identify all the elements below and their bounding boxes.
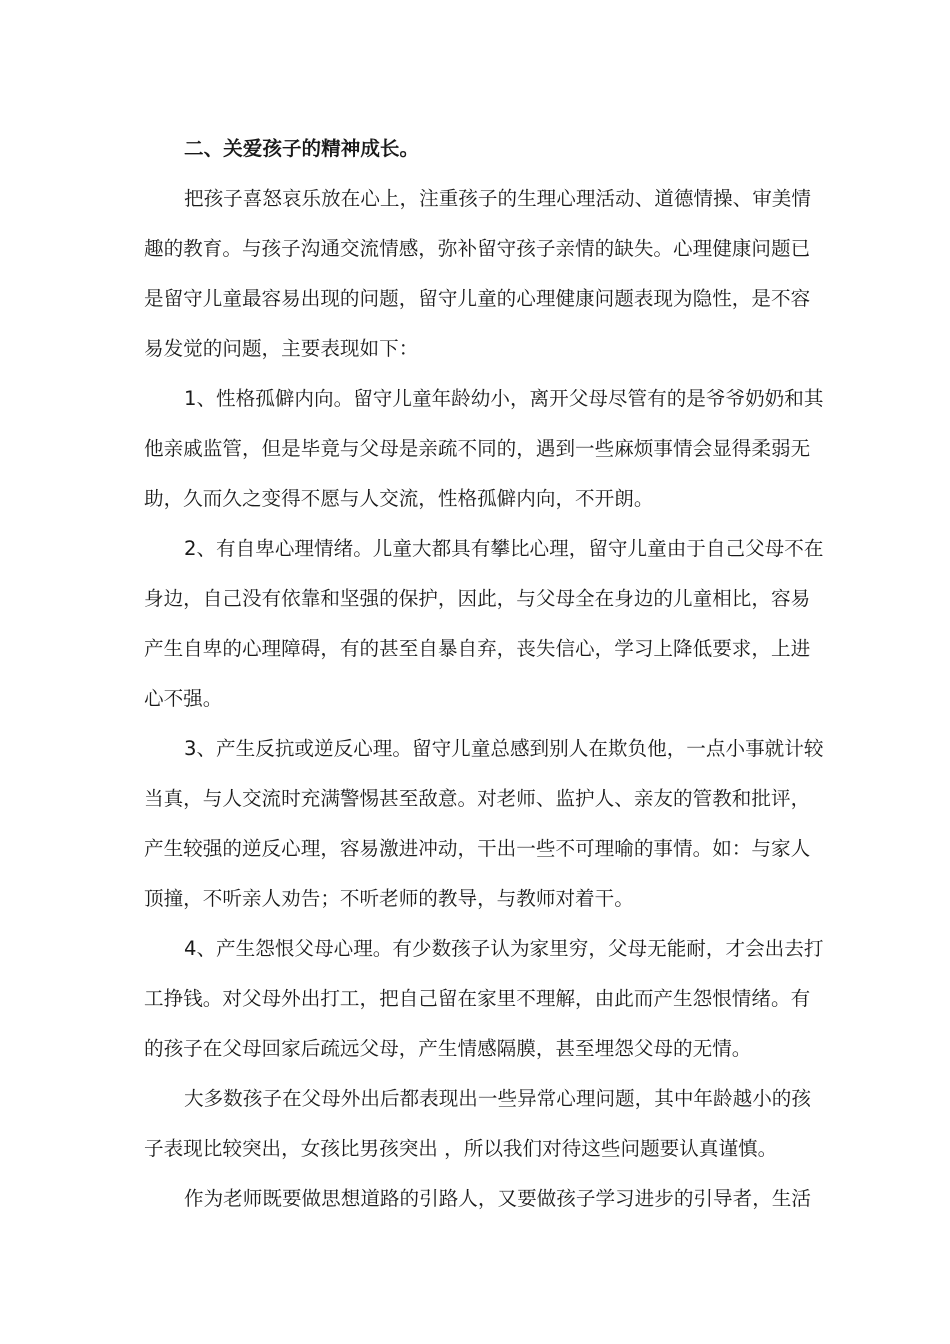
paragraph	[144, 374, 824, 524]
text-line: 2、有自卑心理情绪。儿童大都具有攀比心理，留守儿童由于自己父母不在	[184, 537, 824, 560]
text-line: 工挣钱。对父母外出打工，把自己留在家里不理解，由此而产生怨恨情绪。有	[144, 987, 811, 1010]
text-line: 3、产生反抗或逆反心理。留守儿童总感到别人在欺负他，一点小事就计较	[184, 737, 824, 760]
text-line: 身边，自己没有依靠和坚强的保护，因此，与父母全在身边的儿童相比，容易	[144, 587, 811, 610]
text-line: 4、产生怨恨父母心理。有少数孩子认为家里穷，父母无能耐，才会出去打	[184, 937, 824, 960]
paragraph	[144, 1174, 811, 1224]
text-line: 1、性格孤僻内向。留守儿童年龄幼小，离开父母尽管有的是爷爷奶奶和其	[184, 387, 824, 410]
text-line: 是留守儿童最容易出现的问题，留守儿童的心理健康问题表现为隐性，是不容	[144, 287, 811, 310]
text-line: 顶撞，不听亲人劝告；不听老师的教导，与教师对着干。	[144, 887, 634, 910]
text-line: 大多数孩子在父母外出后都表现出一些异常心理问题，其中年龄越小的孩	[184, 1087, 811, 1110]
paragraph	[144, 924, 824, 1074]
text-line: 作为老师既要做思想道路的引路人，又要做孩子学习进步的引导者，生活	[184, 1187, 811, 1210]
paragraph	[144, 724, 824, 924]
text-line: 的孩子在父母回家后疏远父母，产生情感隔膜，甚至埋怨父母的无情。	[144, 1037, 752, 1060]
text-line: 趣的教育。与孩子沟通交流情感，弥补留守孩子亲情的缺失。心理健康问题已	[144, 237, 811, 260]
text-line: 产生自卑的心理障碍，有的甚至自暴自弃，丧失信心，学习上降低要求，上进	[144, 637, 811, 660]
paragraph	[144, 174, 811, 374]
section-heading: 二、关爱孩子的精神成长。	[184, 137, 420, 160]
text-line: 易发觉的问题，主要表现如下：	[144, 337, 419, 360]
document-body	[144, 174, 824, 1224]
text-line: 当真，与人交流时充满警惕甚至敌意。对老师、监护人、亲友的管教和批评，	[144, 787, 811, 810]
document-page	[144, 124, 824, 1224]
text-line: 产生较强的逆反心理，容易激进冲动，干出一些不可理喻的事情。如：与家人	[144, 837, 811, 860]
paragraph	[144, 1074, 811, 1174]
text-line: 心不强。	[144, 687, 223, 710]
paragraph	[144, 524, 824, 724]
text-line: 把孩子喜怒哀乐放在心上，注重孩子的生理心理活动、道德情操、审美情	[184, 187, 811, 210]
text-line: 他亲戚监管，但是毕竟与父母是亲疏不同的，遇到一些麻烦事情会显得柔弱无	[144, 437, 811, 460]
text-line: 助，久而久之变得不愿与人交流，性格孤僻内向，不开朗。	[144, 487, 654, 510]
text-line: 子表现比较突出，女孩比男孩突出 ，所以我们对待这些问题要认真谨慎。	[144, 1137, 778, 1160]
